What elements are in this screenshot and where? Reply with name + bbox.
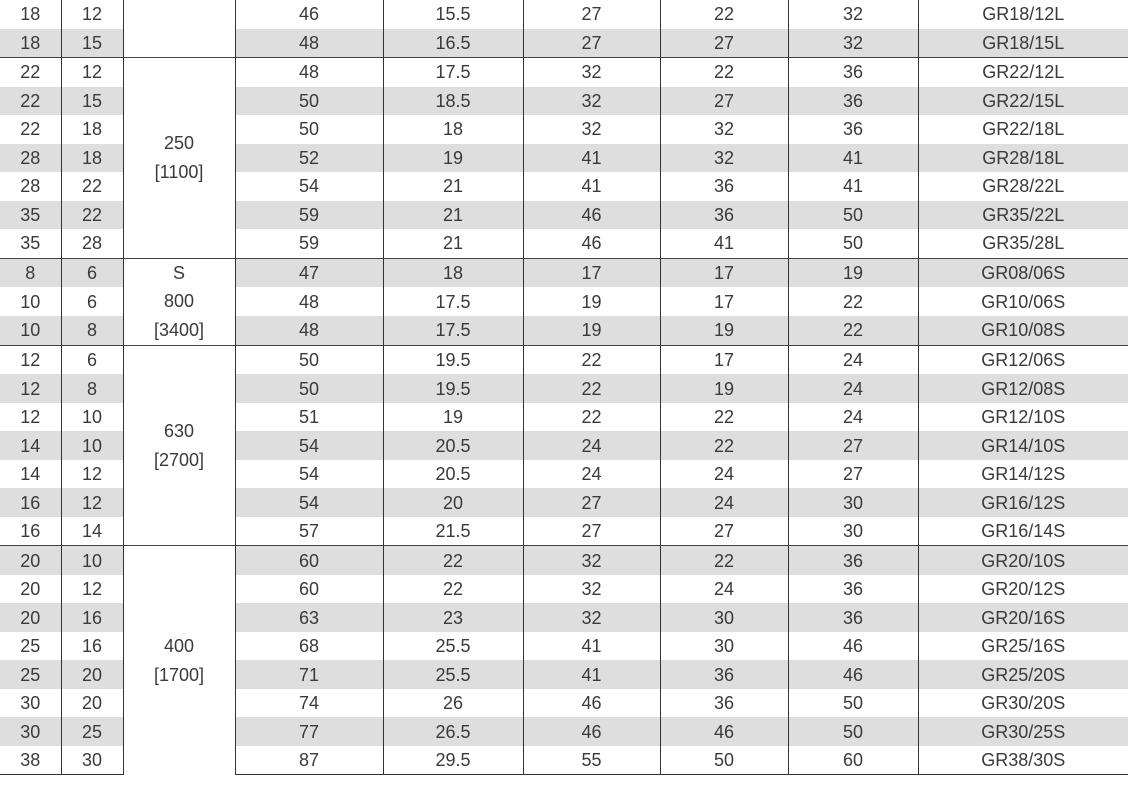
- pressure-rating-cell: [123, 0, 235, 58]
- cell-d2: 25: [61, 717, 123, 746]
- cell-code: GR10/08S: [918, 316, 1128, 345]
- cell-f: 22: [660, 58, 788, 87]
- table-row: [0, 58, 1128, 87]
- cell-g: 24: [788, 374, 918, 403]
- cell-d2: 10: [61, 431, 123, 460]
- table-row: [0, 258, 1128, 287]
- pressure-rating-line: 630: [163, 420, 195, 441]
- cell-f: 27: [660, 517, 788, 546]
- cell-f: 22: [660, 431, 788, 460]
- cell-code: GR22/12L: [918, 58, 1128, 87]
- cell-d: 25.5: [383, 632, 523, 661]
- cell-c: 48: [235, 29, 383, 58]
- cell-d: 20.5: [383, 460, 523, 489]
- cell-f: 36: [660, 201, 788, 230]
- cell-g: 27: [788, 431, 918, 460]
- cell-d2: 22: [61, 172, 123, 201]
- cell-g: 22: [788, 287, 918, 316]
- cell-d2: 10: [61, 546, 123, 575]
- cell-d: 15.5: [383, 0, 523, 29]
- cell-e: 24: [523, 460, 660, 489]
- cell-code: GR12/08S: [918, 374, 1128, 403]
- cell-f: 46: [660, 717, 788, 746]
- cell-g: 36: [788, 87, 918, 116]
- cell-f: 32: [660, 144, 788, 173]
- cell-g: 30: [788, 517, 918, 546]
- cell-e: 41: [523, 172, 660, 201]
- pressure-rating-cell: [123, 58, 235, 259]
- cell-code: GR35/22L: [918, 201, 1128, 230]
- cell-d1: 20: [0, 546, 61, 575]
- cell-code: GR25/20S: [918, 660, 1128, 689]
- cell-d: 17.5: [383, 316, 523, 345]
- cell-e: 22: [523, 403, 660, 432]
- cell-e: 46: [523, 717, 660, 746]
- cell-d: 17.5: [383, 58, 523, 87]
- cell-d: 21: [383, 201, 523, 230]
- cell-d1: 12: [0, 345, 61, 374]
- cell-d2: 16: [61, 632, 123, 661]
- cell-c: 54: [235, 431, 383, 460]
- cell-d2: 8: [61, 316, 123, 345]
- cell-d1: 18: [0, 29, 61, 58]
- cell-e: 32: [523, 58, 660, 87]
- cell-code: GR35/28L: [918, 229, 1128, 258]
- cell-f: 36: [660, 172, 788, 201]
- cell-d2: 28: [61, 229, 123, 258]
- cell-d1: 14: [0, 431, 61, 460]
- cell-e: 32: [523, 115, 660, 144]
- cell-c: 50: [235, 87, 383, 116]
- cell-e: 24: [523, 431, 660, 460]
- cell-f: 22: [660, 403, 788, 432]
- cell-e: 22: [523, 345, 660, 374]
- cell-d1: 35: [20, 233, 41, 254]
- pressure-rating-line: [1100]: [154, 161, 204, 182]
- pressure-rating-cell: [123, 345, 235, 546]
- pressure-rating-line: 800: [163, 291, 195, 312]
- cell-code: GR16/12S: [918, 488, 1128, 517]
- cell-d1: 10: [0, 316, 61, 345]
- cell-code: GR25/16S: [918, 632, 1128, 661]
- cell-e: 22: [523, 374, 660, 403]
- cell-g: 36: [788, 115, 918, 144]
- cell-e: 41: [523, 660, 660, 689]
- cell-g: 60: [788, 746, 918, 775]
- cell-d1: 14: [20, 464, 41, 485]
- cell-e: 32: [523, 87, 660, 116]
- cell-f: 27: [660, 29, 788, 58]
- table-row: [0, 546, 1128, 575]
- cell-code: GR14/10S: [918, 431, 1128, 460]
- cell-d1: 25: [20, 636, 41, 657]
- cell-d1: 20: [0, 603, 61, 632]
- cell-d2: 6: [61, 287, 123, 316]
- pressure-rating-cell: [123, 258, 235, 345]
- cell-d1: 18: [20, 4, 41, 25]
- cell-e: 32: [523, 546, 660, 575]
- cell-f: 36: [660, 660, 788, 689]
- cell-c: 57: [235, 517, 383, 546]
- cell-d2: 12: [61, 0, 123, 29]
- cell-d: 17.5: [383, 287, 523, 316]
- cell-e: 17: [523, 258, 660, 287]
- cell-c: 50: [235, 345, 383, 374]
- cell-code: GR22/18L: [918, 115, 1128, 144]
- cell-d1: 25: [0, 660, 61, 689]
- cell-d: 26.5: [383, 717, 523, 746]
- cell-d2: 12: [61, 488, 123, 517]
- cell-code: GR12/06S: [918, 345, 1128, 374]
- cell-d2: 16: [61, 603, 123, 632]
- cell-e: 27: [523, 0, 660, 29]
- cell-f: 36: [660, 689, 788, 718]
- cell-d: 18: [383, 258, 523, 287]
- cell-g: 22: [788, 316, 918, 345]
- cell-f: 19: [660, 374, 788, 403]
- cell-code: GR18/12L: [918, 0, 1128, 29]
- cell-c: 48: [235, 287, 383, 316]
- cell-g: 50: [788, 229, 918, 258]
- cell-c: 54: [235, 172, 383, 201]
- cell-g: 36: [788, 575, 918, 604]
- cell-f: 24: [660, 488, 788, 517]
- cell-e: 46: [523, 689, 660, 718]
- cell-g: 46: [788, 660, 918, 689]
- cell-d2: 18: [61, 115, 123, 144]
- cell-e: 55: [523, 746, 660, 775]
- cell-g: 27: [788, 460, 918, 489]
- cell-d1: 8: [0, 258, 61, 287]
- cell-d2: 15: [61, 29, 123, 58]
- cell-d2: 18: [61, 144, 123, 173]
- cell-d: 19: [383, 403, 523, 432]
- cell-f: 22: [660, 0, 788, 29]
- cell-e: 41: [523, 632, 660, 661]
- cell-e: 46: [523, 201, 660, 230]
- cell-g: 24: [788, 403, 918, 432]
- cell-d: 22: [383, 575, 523, 604]
- cell-code: GR10/06S: [918, 287, 1128, 316]
- cell-e: 19: [523, 287, 660, 316]
- pressure-rating-line: 400: [163, 635, 195, 656]
- pressure-rating-line: [1700]: [153, 664, 205, 685]
- table-row: [0, 0, 1128, 29]
- cell-d2: 20: [61, 689, 123, 718]
- cell-g: 50: [788, 689, 918, 718]
- cell-code: GR16/14S: [918, 517, 1128, 546]
- cell-d: 19.5: [383, 345, 523, 374]
- cell-d: 23: [383, 603, 523, 632]
- cell-d2: 12: [61, 58, 123, 87]
- cell-d1: 12: [0, 374, 61, 403]
- cell-g: 50: [788, 717, 918, 746]
- cell-e: 27: [523, 29, 660, 58]
- cell-d2: 14: [61, 517, 123, 546]
- cell-d: 16.5: [383, 29, 523, 58]
- cell-code: GR28/22L: [918, 172, 1128, 201]
- cell-d2: 30: [61, 746, 123, 775]
- cell-d: 29.5: [383, 746, 523, 775]
- cell-d1: 10: [20, 291, 41, 312]
- cell-f: 22: [660, 546, 788, 575]
- cell-c: 48: [235, 316, 383, 345]
- cell-f: 17: [660, 345, 788, 374]
- cell-d: 20.5: [383, 431, 523, 460]
- cell-d1: 16: [0, 488, 61, 517]
- cell-c: 50: [235, 374, 383, 403]
- cell-c: 71: [235, 660, 383, 689]
- cell-d2: 12: [61, 575, 123, 604]
- pressure-rating-line: [3400]: [153, 320, 205, 341]
- cell-d: 20: [383, 488, 523, 517]
- cell-f: 32: [660, 115, 788, 144]
- cell-c: 60: [235, 546, 383, 575]
- pressure-rating-cell: [123, 546, 235, 775]
- cell-f: 17: [660, 287, 788, 316]
- cell-g: 32: [788, 29, 918, 58]
- cell-d2: 6: [61, 345, 123, 374]
- cell-c: 59: [235, 229, 383, 258]
- cell-code: GR28/18L: [918, 144, 1128, 173]
- cell-d1: 16: [20, 521, 41, 542]
- cell-c: 68: [235, 632, 383, 661]
- pressure-rating-line: 250: [163, 132, 195, 153]
- cell-c: 54: [235, 488, 383, 517]
- cell-d1: 12: [20, 407, 41, 428]
- cell-c: 60: [235, 575, 383, 604]
- cell-g: 30: [788, 488, 918, 517]
- cell-f: 24: [660, 460, 788, 489]
- cell-d: 18.5: [383, 87, 523, 116]
- cell-g: 41: [788, 172, 918, 201]
- cell-e: 32: [523, 603, 660, 632]
- cell-d: 18: [383, 115, 523, 144]
- cell-f: 24: [660, 575, 788, 604]
- cell-c: 50: [235, 115, 383, 144]
- cell-c: 63: [235, 603, 383, 632]
- cell-c: 46: [235, 0, 383, 29]
- cell-d: 22: [383, 546, 523, 575]
- cell-e: 41: [523, 144, 660, 173]
- cell-d: 21: [383, 172, 523, 201]
- cell-d1: 35: [0, 201, 61, 230]
- cell-d2: 20: [61, 660, 123, 689]
- pressure-rating-line: [2700]: [153, 449, 205, 470]
- cell-code: GR20/16S: [918, 603, 1128, 632]
- cell-d2: 15: [61, 87, 123, 116]
- cell-code: GR18/15L: [918, 29, 1128, 58]
- cell-g: 36: [788, 603, 918, 632]
- cell-g: 50: [788, 201, 918, 230]
- cell-d1: 22: [0, 87, 61, 116]
- cell-d: 19: [383, 144, 523, 173]
- cell-code: GR22/15L: [918, 87, 1128, 116]
- cell-d1: 30: [20, 693, 41, 714]
- cell-c: 59: [235, 201, 383, 230]
- cell-f: 30: [660, 603, 788, 632]
- cell-d1: 30: [0, 717, 61, 746]
- cell-code: GR08/06S: [918, 258, 1128, 287]
- cell-d1: 28: [0, 144, 61, 173]
- cell-d: 21: [383, 229, 523, 258]
- cell-c: 87: [235, 746, 383, 775]
- cell-c: 47: [235, 258, 383, 287]
- cell-f: 17: [660, 258, 788, 287]
- cell-g: 46: [788, 632, 918, 661]
- cell-d1: 38: [0, 746, 61, 775]
- cell-f: 27: [660, 87, 788, 116]
- cell-code: GR20/12S: [918, 575, 1128, 604]
- cell-d2: 22: [61, 201, 123, 230]
- cell-c: 77: [235, 717, 383, 746]
- cell-d2: 6: [61, 258, 123, 287]
- cell-c: 74: [235, 689, 383, 718]
- cell-d: 21.5: [383, 517, 523, 546]
- cell-d2: 12: [61, 460, 123, 489]
- cell-d1: 22: [20, 119, 41, 140]
- cell-g: 36: [788, 546, 918, 575]
- cell-f: 19: [660, 316, 788, 345]
- cell-code: GR12/10S: [918, 403, 1128, 432]
- cell-g: 36: [788, 58, 918, 87]
- cell-e: 27: [523, 488, 660, 517]
- cell-g: 32: [788, 0, 918, 29]
- cell-g: 41: [788, 144, 918, 173]
- cell-d: 25.5: [383, 660, 523, 689]
- cell-e: 46: [523, 229, 660, 258]
- cell-d2: 10: [61, 403, 123, 432]
- cell-d2: 8: [61, 374, 123, 403]
- cell-f: 30: [660, 632, 788, 661]
- cell-code: GR14/12S: [918, 460, 1128, 489]
- cell-c: 48: [235, 58, 383, 87]
- cell-code: GR20/10S: [918, 546, 1128, 575]
- cell-d: 26: [383, 689, 523, 718]
- cell-d1: 28: [20, 176, 41, 197]
- pressure-rating-line: S: [172, 262, 185, 283]
- cell-code: GR30/20S: [918, 689, 1128, 718]
- table-row: [0, 345, 1128, 374]
- cell-f: 50: [660, 746, 788, 775]
- cell-c: 54: [235, 460, 383, 489]
- cell-c: 51: [235, 403, 383, 432]
- cell-e: 27: [523, 517, 660, 546]
- cell-d1: 22: [0, 58, 61, 87]
- cell-f: 41: [660, 229, 788, 258]
- cell-g: 24: [788, 345, 918, 374]
- cell-code: GR38/30S: [918, 746, 1128, 775]
- cell-e: 32: [523, 575, 660, 604]
- cell-e: 19: [523, 316, 660, 345]
- cell-c: 52: [235, 144, 383, 173]
- cell-d: 19.5: [383, 374, 523, 403]
- cell-d1: 20: [20, 579, 41, 600]
- cell-g: 19: [788, 258, 918, 287]
- cell-code: GR30/25S: [918, 717, 1128, 746]
